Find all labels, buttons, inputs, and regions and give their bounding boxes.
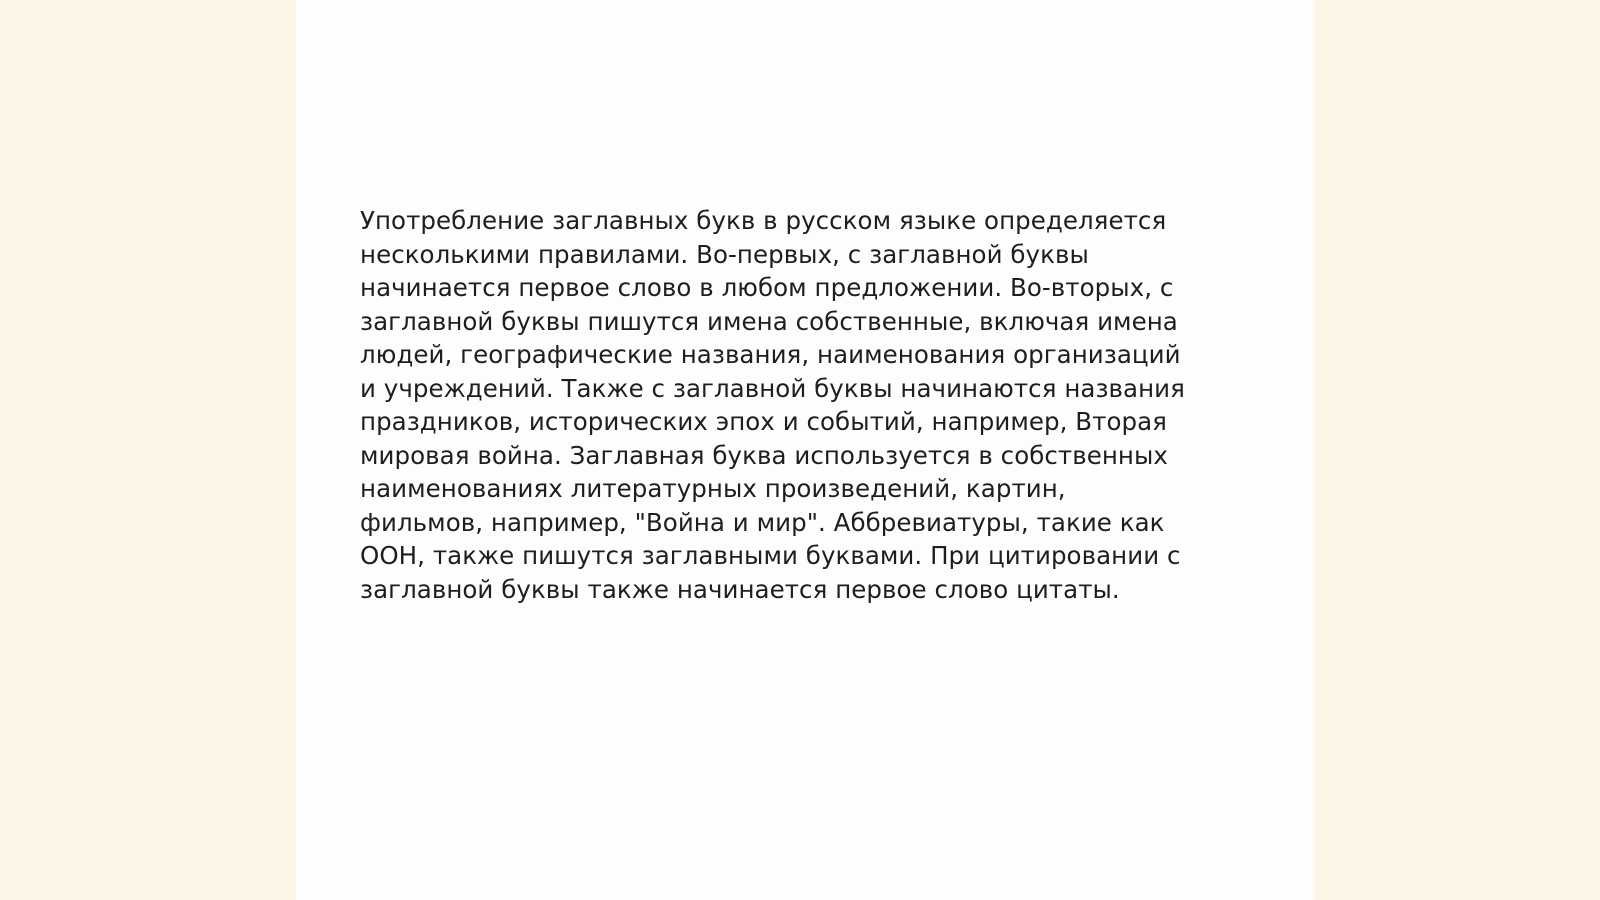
paragraph-line: праздников, исторических эпох и событий, например, Вторая: [360, 407, 1167, 436]
paragraph-line: заглавной буквы пишутся имена собственные, включая имена: [360, 306, 1178, 336]
left-margin: [0, 0, 296, 900]
paragraph-line: Употребление заглавных букв в русском языке определяется: [360, 206, 1167, 235]
paragraph-line: фильмов, например, "Война и мир". Аббревиатуры, такие как: [360, 507, 1165, 537]
body-paragraph: [360, 204, 1240, 606]
paragraph-line: начинается первое слово в любом предложении. Во-вторых, с: [360, 273, 1174, 302]
paragraph-line: заглавной буквы также начинается первое слово цитаты.: [360, 574, 1120, 604]
right-margin: [1314, 0, 1600, 900]
paragraph-line: ООН, также пишутся заглавными буквами. При цитировании с: [360, 541, 1181, 570]
paragraph-line: людей, географические названия, наименования организаций: [360, 340, 1181, 369]
paragraph-line: мировая война. Заглавная буква используется в собственных: [360, 440, 1168, 470]
paragraph-line: наименованиях литературных произведений, картин,: [360, 474, 1066, 503]
paragraph-line: и учреждений. Также с заглавной буквы начинаются названия: [360, 373, 1185, 403]
paragraph-line: несколькими правилами. Во-первых, с заглавной буквы: [360, 239, 1089, 269]
